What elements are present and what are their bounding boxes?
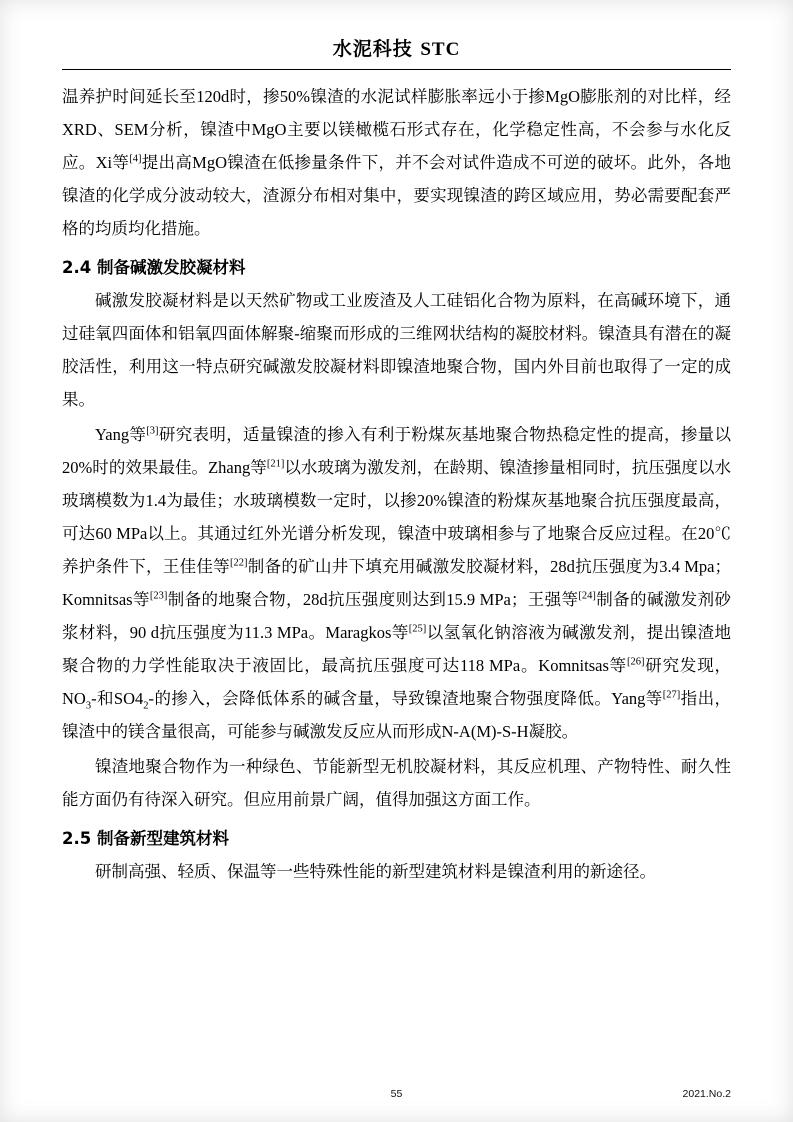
paragraph-2-4-3: 镍渣地聚合物作为一种绿色、节能新型无机胶凝材料，其反应机理、产物特性、耐久性能方面仍有待深入研究。但应用前景广阔，值得加强这方面工作。 <box>62 757 731 809</box>
header-divider <box>62 69 731 70</box>
paragraph-2-5-1: 研制高强、轻质、保温等一些特殊性能的新型建筑材料是镍渣利用的新途径。 <box>95 862 656 881</box>
page-content <box>62 34 731 1082</box>
journal-title-cn: 水泥科技 <box>332 38 413 60</box>
page-header <box>62 34 731 69</box>
page-number: 55 <box>390 1088 403 1100</box>
paragraph-2-4-1: 碱激发胶凝材料是以天然矿物或工业废渣及人工硅铝化合物为原料，在高碱环境下，通过硅氧四面体和铝氧四面体解聚-缩聚而形成的三维网状结构的凝胶材料。镍渣具有潜在的凝胶活性，利用这一特点研究碱激发胶凝材料即镍渣地聚合物，国内外目前也取得了一定的成果。 <box>62 291 731 409</box>
section-heading-2-5: 2.5 制备新型建筑材料 <box>62 829 229 848</box>
issue-label: 2021.No.2 <box>682 1088 731 1100</box>
journal-title-en: STC <box>420 39 461 60</box>
paragraph-continued: 温养护时间延长至120d时，掺50%镍渣的水泥试样膨胀率远小于掺MgO膨胀剂的对比样，经XRD、SEM分析，镍渣中MgO主要以镁橄榄石形式存在，化学稳定性高，不会参与水化反应。Xi等[4]提出高MgO镍渣在低掺量条件下，并不会对试件造成不可逆的破坏。此外，各地镍渣的化学成分波动较大，渣源分布相对集中，要实现镍渣的跨区域应用，势必需要配套严格的均质均化措施。 <box>62 87 731 238</box>
paragraph-2-4-2: Yang等[3]研究表明，适量镍渣的掺入有利于粉煤灰基地聚合物热稳定性的提高，掺量以20%时的效果最佳。Zhang等[21]以水玻璃为激发剂，在龄期、镍渣掺量相同时，抗压强度以水玻璃模数为1.4为最佳；水玻璃模数一定时，以掺20%镍渣的粉煤灰基地聚合抗压强度最高，可达60 MPa以上。其通过红外光谱分析发现，镍渣中玻璃相参与了地聚合反应过程。在20℃养护条件下，王佳佳等[22]制备的矿山井下填充用碱激发胶凝材料，28d抗压强度为3.4 Mpa；Komnitsas等[23]制备的地聚合物，28d抗压强度则达到15.9 MPa；王强等[24]制备的碱激发剂砂浆材料，90 d抗压强度为11.3 MPa。Maragkos等[25]以氢氧化钠溶液为碱激发剂，提出镍渣地聚合物的力学性能取决于液固比，最高抗压强度可达118 MPa。Komnitsas等[26]研究发现，$NO_3-$和$SO4_2-$的掺入，会降低体系的碱含量，导致镍渣地聚合物强度降低。Yang等[27]指出，镍渣中的镁含量很高，可能参与碱激发反应从而形成N-A(M)-S-H凝胶。 <box>62 425 732 741</box>
section-heading-2-4: 2.4 制备碱激发胶凝材料 <box>62 258 246 277</box>
